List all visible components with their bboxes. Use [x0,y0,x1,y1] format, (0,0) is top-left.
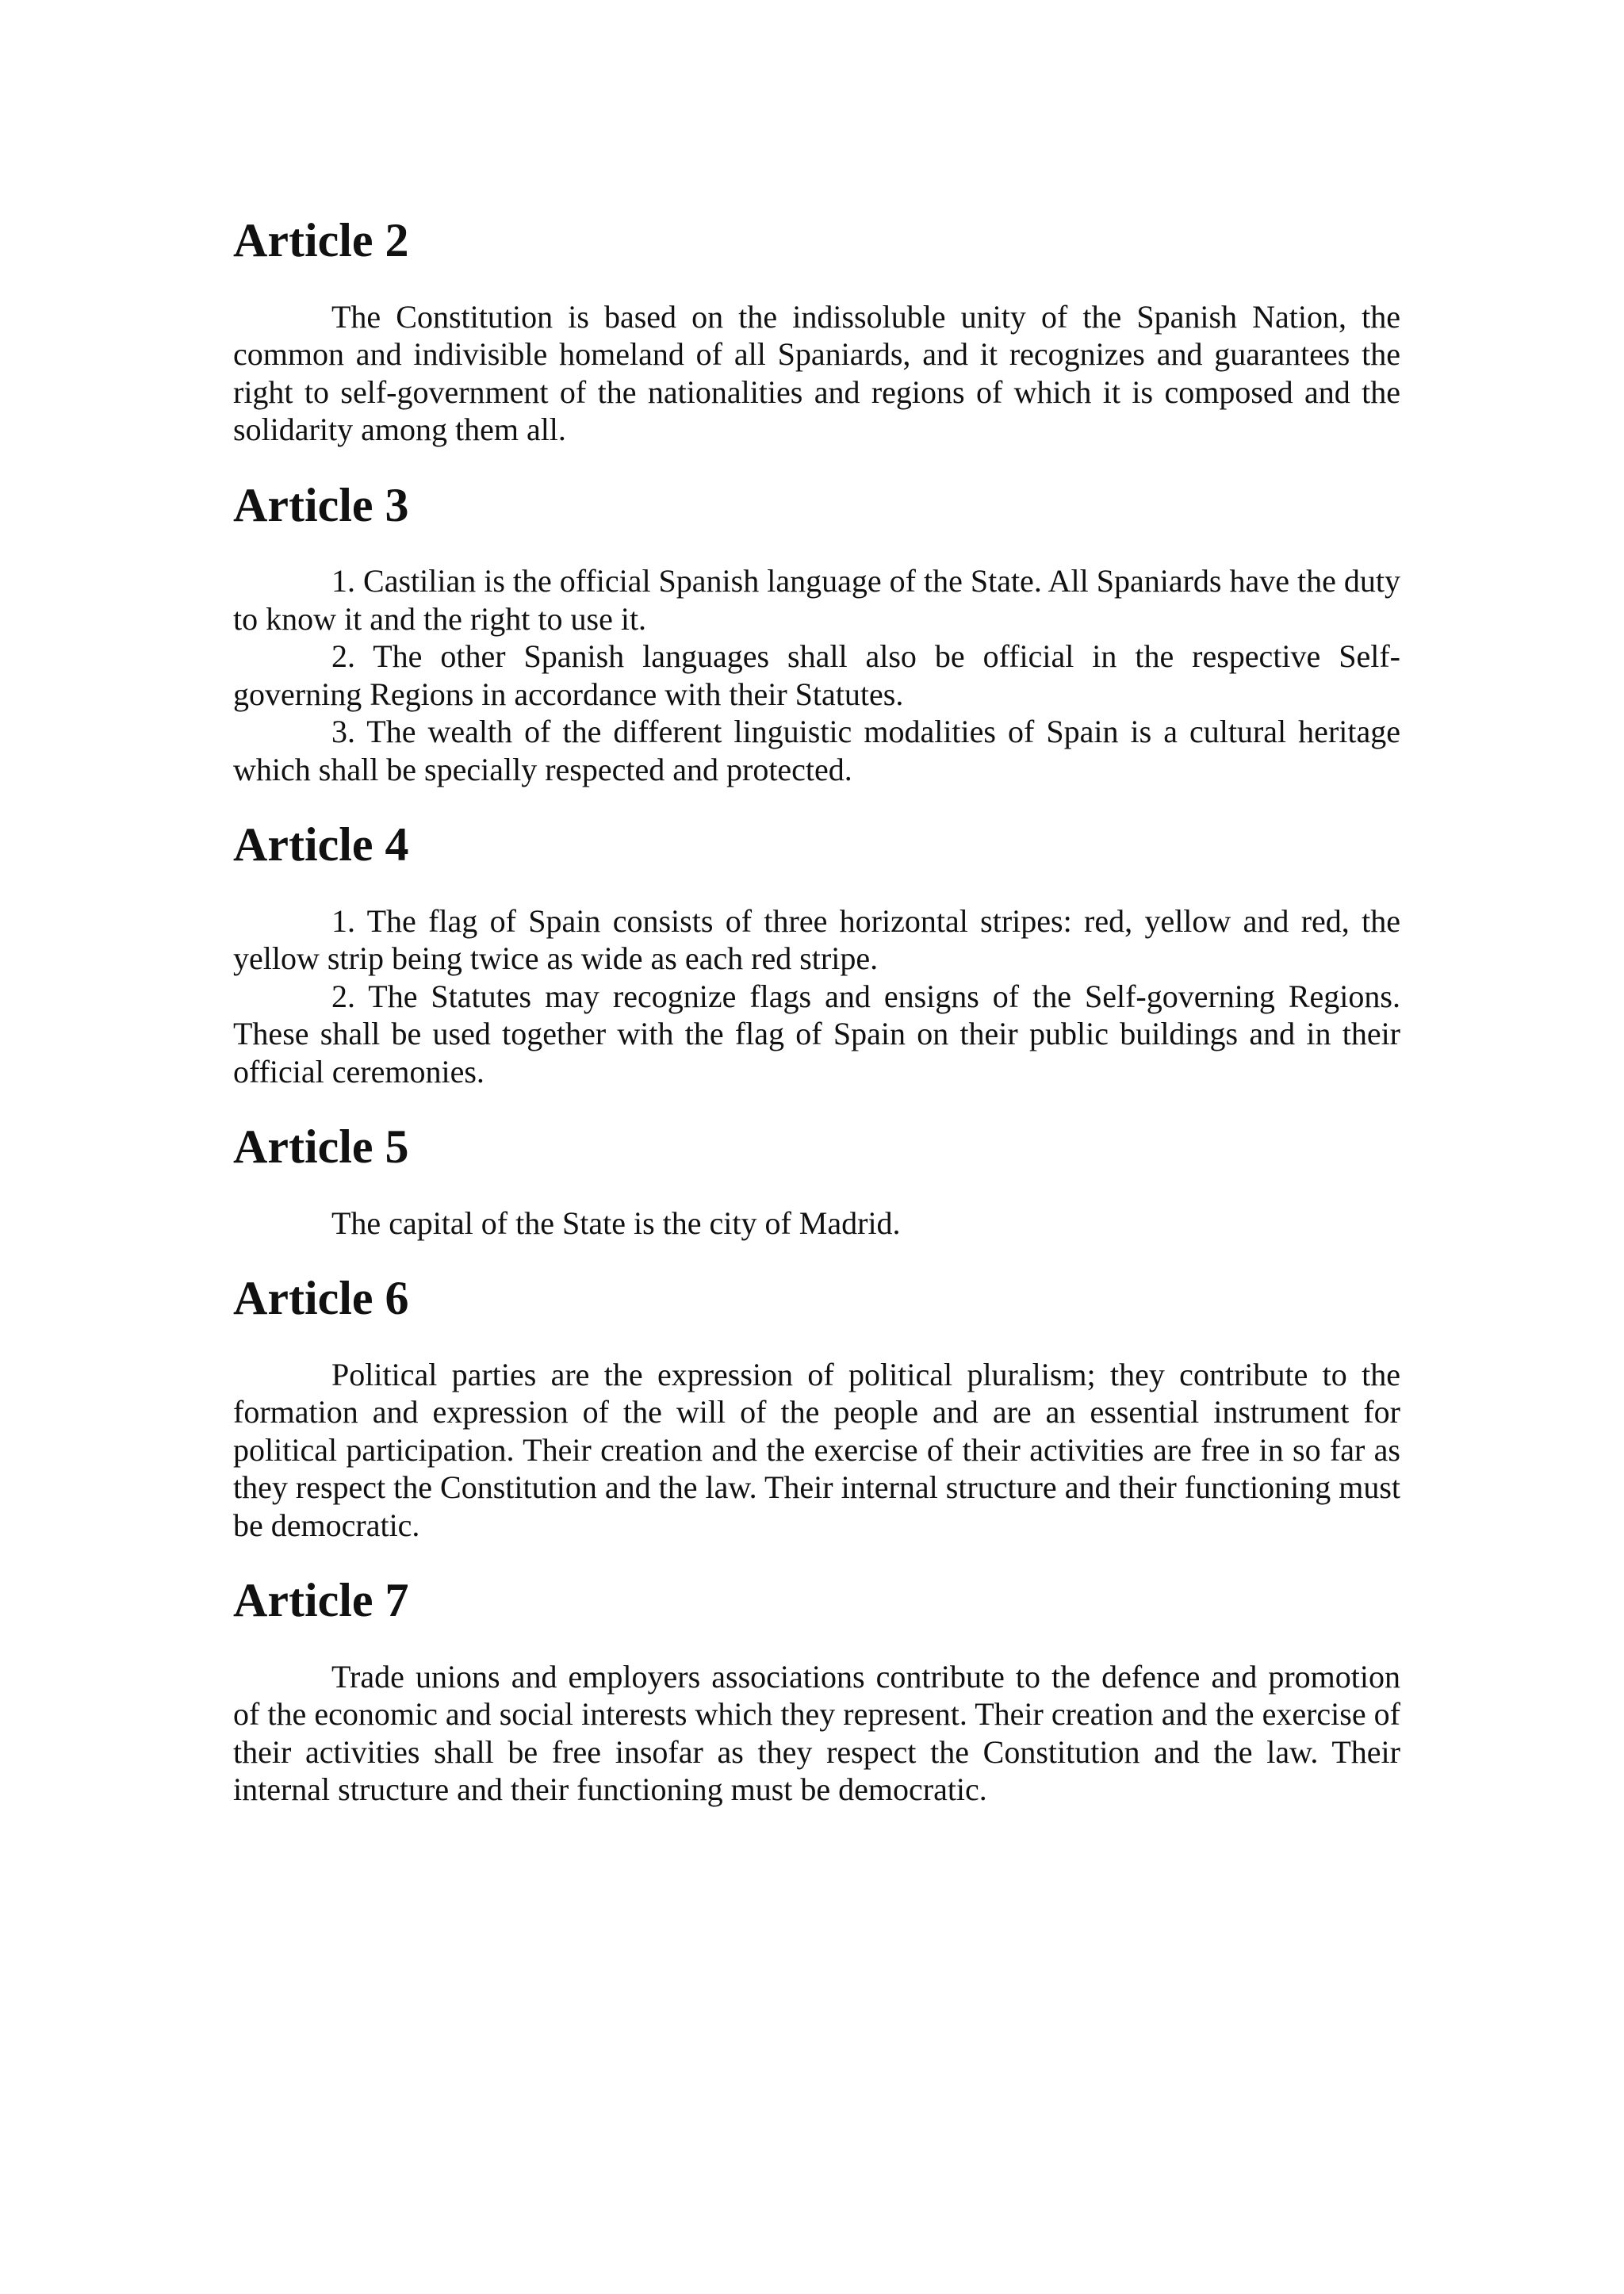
article-paragraph: The capital of the State is the city of Madrid. [331,1204,901,1241]
article-heading: Article 5 [233,1120,409,1173]
article-paragraph: 2. The Statutes may recognize flags and ensigns of the Self-governing Regions. These shall be used together with the flag of Spain on their public buildings and in their official ceremonies. [233,978,1400,1090]
article-heading: Article 7 [233,1574,409,1626]
article-heading: Article 3 [233,478,409,531]
article-heading: Article 2 [233,214,409,266]
article-paragraph: Political parties are the expression of political pluralism; they contribute to the formation and expression of the will of the people and are an essential instrument for political participation. Their creation and the exercise of their activities are free in so far as they respect the Constitution and the law. Their internal structure and their functioning must be democratic. [233,1356,1400,1543]
document-page [233,214,1400,1847]
article-paragraph: 3. The wealth of the different linguistic modalities of Spain is a cultural heritage which shall be specially respected and protected. [233,714,1400,787]
article-heading: Article 4 [233,818,409,871]
article-6 [233,1272,1400,1544]
article-5 [233,1120,1400,1242]
article-paragraph: The Constitution is based on the indissoluble unity of the Spanish Nation, the common and indivisible homeland of all Spaniards, and it recognizes and guarantees the right to self-government of the nationalities and regions of which it is composed and the solidarity among them all. [233,298,1400,447]
article-paragraph: Trade unions and employers associations contribute to the defence and promotion of the economic and social interests which they represent. Their creation and the exercise of their activities shall be free insofar as they respect the Constitution and the law. Their internal structure and their functioning must be democratic. [233,1658,1400,1807]
article-heading: Article 6 [233,1272,409,1324]
article-3 [233,478,1400,789]
article-paragraph: 2. The other Spanish languages shall also be official in the respective Self-governing Regions in accordance with their Statutes. [233,638,1400,712]
article-paragraph: 1. The flag of Spain consists of three horizontal stripes: red, yellow and red, the yellow strip being twice as wide as each red stripe. [233,902,1400,976]
article-2 [233,214,1400,449]
article-4 [233,818,1400,1090]
article-paragraph: 1. Castilian is the official Spanish language of the State. All Spaniards have the duty to know it and the right to use it. [233,563,1400,637]
article-7 [233,1574,1400,1809]
